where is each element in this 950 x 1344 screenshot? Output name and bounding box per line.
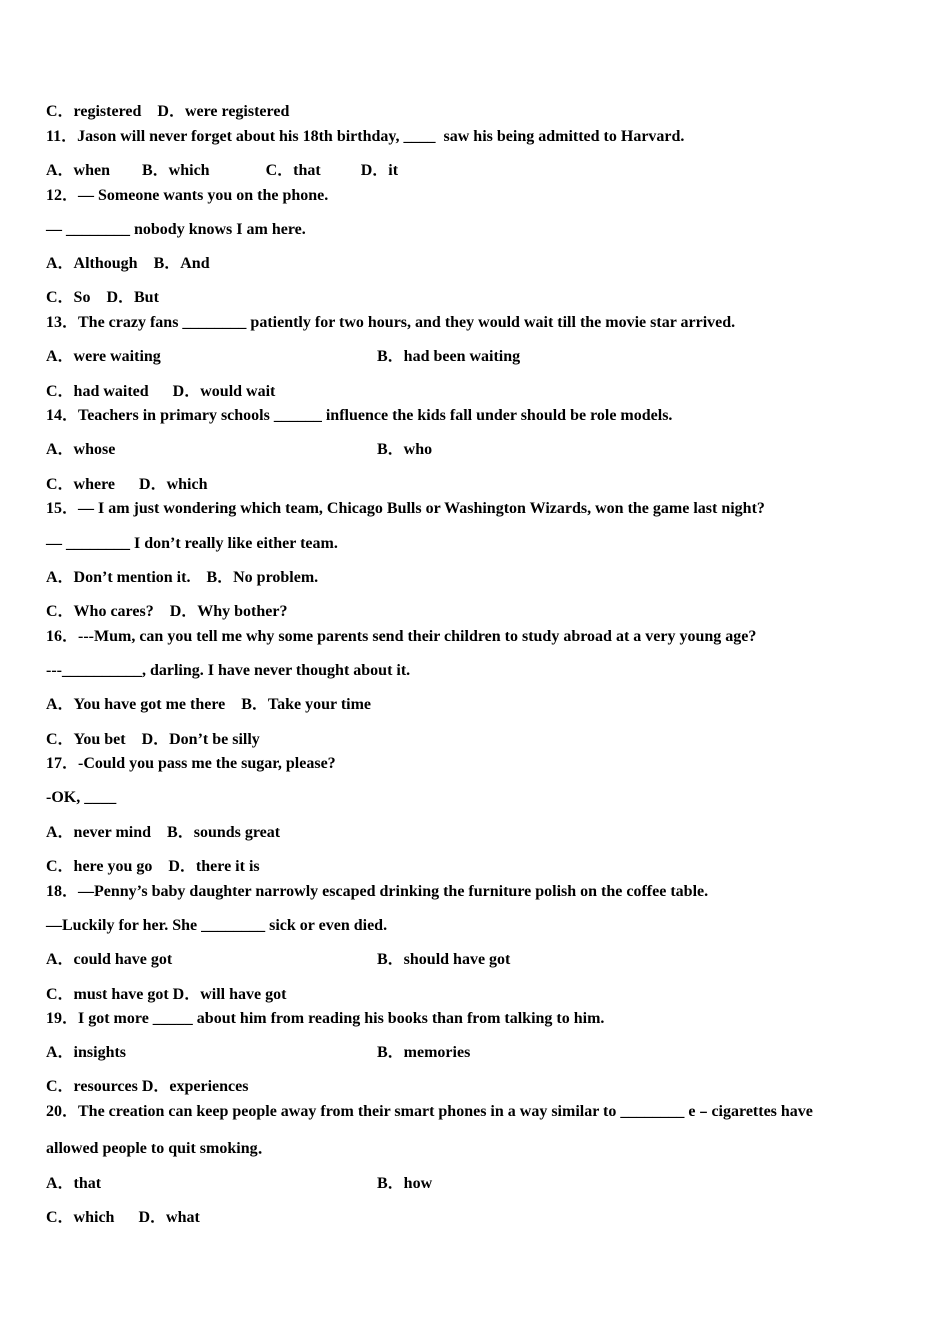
q14-option-b: B．who [377, 441, 433, 458]
q20-stem-line2: allowed people to quit smoking． [46, 1140, 274, 1157]
q15-options-cd: C．Who cares? D．Why bother? [46, 603, 288, 620]
q19-option-a: A．insights [46, 1044, 127, 1061]
q12-reply: — ________ nobody knows I am here. [46, 221, 306, 238]
q20-options-cd: C．which D．what [46, 1209, 200, 1226]
q17-stem: 17．-Could you pass me the sugar, please? [46, 755, 336, 772]
q19-option-b: B．memories [377, 1044, 471, 1061]
q17-options-ab: A．never mind B．sounds great [46, 824, 281, 841]
q17-options-cd: C．here you go D．there it is [46, 858, 260, 875]
q13-option-b: B．had been waiting [377, 348, 521, 365]
q14-option-a: A．whose [46, 441, 116, 458]
q18-options-cd: C．must have got D．will have got [46, 986, 287, 1003]
q14-stem: 14．Teachers in primary schools ______ influence the kids fall under should be role models. [46, 407, 673, 424]
q12-options-ab: A．Although B．And [46, 255, 210, 272]
q17-reply: -OK, ____ [46, 789, 117, 806]
q16-options-ab: A．You have got me there B．Take your time [46, 696, 372, 713]
q11-stem: 11．Jason will never forget about his 18th birthday, ____ saw his being admitted to Harvard. [46, 128, 685, 145]
q16-options-cd: C．You bet D．Don’t be silly [46, 731, 260, 748]
q19-options-cd: C．resources D．experiences [46, 1078, 249, 1095]
q18-stem: 18．—Penny’s baby daughter narrowly escaped drinking the furniture polish on the coffee table. [46, 883, 709, 900]
q18-option-b: B．should have got [377, 951, 511, 968]
q13-stem: 13．The crazy fans ________ patiently for two hours, and they would wait till the movie star arrived. [46, 314, 736, 331]
q18-option-a: A．could have got [46, 951, 173, 968]
q19-stem: 19．I got more _____ about him from reading his books than from talking to him. [46, 1010, 605, 1027]
q14-options-cd: C．where D．which [46, 476, 208, 493]
q16-stem: 16．---Mum, can you tell me why some parents send their children to study abroad at a very young age? [46, 628, 757, 645]
q15-reply: — ________ I don’t really like either team. [46, 535, 338, 552]
q16-reply: ---__________, darling. I have never thought about it. [46, 662, 411, 679]
q10-options-cd: C．registered D．were registered [46, 103, 290, 120]
q15-options-ab: A．Don’t mention it. B．No problem. [46, 569, 319, 586]
q20-stem-line1: 20．The creation can keep people away from their smart phones in a way similar to ________ e﹣cigarettes have [46, 1103, 813, 1120]
q20-option-a: A．that [46, 1175, 102, 1192]
q12-stem: 12．— Someone wants you on the phone. [46, 187, 329, 204]
q13-options-cd: C．had waited D．would wait [46, 383, 276, 400]
q20-option-b: B．how [377, 1175, 433, 1192]
q13-option-a: A．were waiting [46, 348, 161, 365]
q11-options: A．when B．which C．that D．it [46, 162, 399, 179]
q18-reply: —Luckily for her. She ________ sick or even died. [46, 917, 388, 934]
q12-options-cd: C．So D．But [46, 289, 159, 306]
q15-stem: 15．— I am just wondering which team, Chicago Bulls or Washington Wizards, won the game last night? [46, 500, 765, 517]
